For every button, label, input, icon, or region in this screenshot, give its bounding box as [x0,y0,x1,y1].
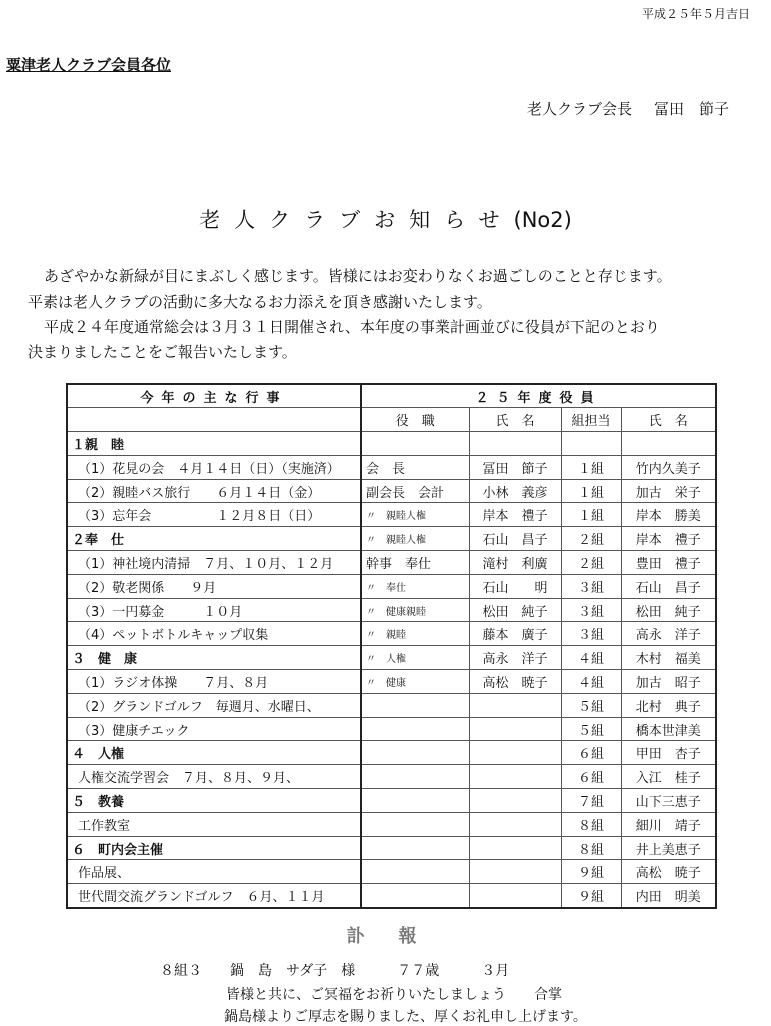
intro-line-1: あざやかな新緑が目にまぶしく感じます。皆様にはお変わりなくお過ごしのことと存じます。 [44,267,672,285]
group-subheader: 組担当 [561,408,621,432]
officer-name-cell [469,812,561,836]
group-cell: ８組 [561,812,621,836]
table-row [67,551,716,575]
officer-role-cell [361,812,469,836]
officer-name-cell: 石山 明 [469,574,561,598]
document-date: 平成２５年５月吉日 [642,7,751,21]
intro-line-3: 平成２４年度通常総会は３月３１日開催され、本年度の事業計画並びに役員が下記のとおり [44,318,660,336]
group-leader-cell: 石山 昌子 [621,574,716,598]
officer-role-cell [361,789,469,813]
officer-name-cell: 石山 昌子 [469,527,561,551]
group-leader-cell: 山下三恵子 [621,789,716,813]
event-cell: （4）ペットボトルキャップ収集 [67,622,361,646]
officer-role-cell: 〃 奉仕 [361,574,469,598]
officer-name-cell: 冨田 節子 [469,455,561,479]
group-cell: ６組 [561,741,621,765]
table-header-row [67,384,716,408]
group-leader-cell: 加古 栄子 [621,479,716,503]
obituary-title: 訃 報 [346,926,425,947]
officer-role-cell [361,717,469,741]
table-row [67,860,716,884]
officer-role-cell [361,884,469,908]
title-suffix: (No2) [513,208,572,232]
obituary-line-3: 鍋島様よりご厚志を賜りました、厚くお礼申し上げます。 [224,1009,587,1025]
table-row [67,527,716,551]
group-leader-cell: 竹内久美子 [621,455,716,479]
group-leader-cell: 井上美恵子 [621,836,716,860]
group-cell: ９組 [561,860,621,884]
table-subheader-row [67,408,716,432]
group-cell: ９組 [561,884,621,908]
event-cell: ４ 人権 [67,741,361,765]
event-cell: １親 睦 [67,432,361,456]
title-main: 老人クラブお知らせ [199,208,514,232]
events-subheader-blank [67,408,361,432]
group-leader-cell: 木村 福美 [621,646,716,670]
officer-name-subheader: 氏 名 [469,408,561,432]
page-title [0,204,771,234]
addressee: 粟津老人クラブ会員各位 [6,56,172,74]
table-row [67,717,716,741]
event-cell: （2）敬老関係 ９月 [67,574,361,598]
officer-name-cell: 高永 洋子 [469,646,561,670]
table-row [67,646,716,670]
group-leader-cell: 豊田 禮子 [621,551,716,575]
officer-role-cell: 〃 親睦人権 [361,527,469,551]
event-cell: 世代間交流グランドゴルフ ６月、１１月 [67,884,361,908]
table-row [67,741,716,765]
event-cell: ３ 健 康 [67,646,361,670]
group-leader-cell: 加古 昭子 [621,670,716,694]
group-cell: ６組 [561,765,621,789]
event-cell: （1）神社境内清掃 ７月、１０月、１２月 [67,551,361,575]
group-cell: ２組 [561,551,621,575]
group-leader-cell: 橋本世津美 [621,717,716,741]
officer-role-cell [361,741,469,765]
sender-title: 老人クラブ会長 [527,100,633,118]
group-leader-cell: 入江 桂子 [621,765,716,789]
events-officers-table [66,383,717,909]
officer-name-cell: 松田 純子 [469,598,561,622]
event-cell: ５ 教養 [67,789,361,813]
officer-name-cell [469,789,561,813]
group-cell: ５組 [561,693,621,717]
officer-role-cell: 会 長 [361,455,469,479]
group-leader-cell: 細川 靖子 [621,812,716,836]
event-cell: （2）親睦バス旅行 ６月１４日（金） [67,479,361,503]
table-row [67,598,716,622]
officer-role-cell [361,693,469,717]
group-cell [561,432,621,456]
officer-role-cell: 〃 健康 [361,670,469,694]
events-header: 今年の主な行事 [67,384,361,408]
intro-line-2: 平素は老人クラブの活動に多大なるお力添えを頂き感謝いたします。 [28,293,492,311]
sender-name: 冨田 節子 [654,100,730,118]
event-cell: 人権交流学習会 ７月、８月、９月、 [67,765,361,789]
officer-name-cell [469,836,561,860]
obituary-line-1: ８組３ 鍋 島 サダ子 様 ７７歳 ３月 [160,963,510,979]
table-row [67,765,716,789]
group-leader-cell: 北村 典子 [621,693,716,717]
officer-name-cell: 小林 義彦 [469,479,561,503]
event-cell: （2）グランドゴルフ 毎週月、水曜日、 [67,693,361,717]
officer-name-cell [469,693,561,717]
event-cell: 工作教室 [67,812,361,836]
event-cell: 作品展、 [67,860,361,884]
group-cell: １組 [561,503,621,527]
event-cell: （3）忘年会 １２月８日（日） [67,503,361,527]
table-row [67,479,716,503]
officer-role-cell [361,860,469,884]
group-cell: ８組 [561,836,621,860]
group-leader-cell: 岸本 禮子 [621,527,716,551]
table-row [67,812,716,836]
officer-role-cell: 〃 親睦人権 [361,503,469,527]
officer-role-cell: 〃 人権 [361,646,469,670]
table-row [67,432,716,456]
group-leader-cell: 高永 洋子 [621,622,716,646]
group-leader-cell: 松田 純子 [621,598,716,622]
table-row [67,693,716,717]
officer-role-cell: 幹事 奉仕 [361,551,469,575]
event-cell: （1）花見の会 ４月１４日（日）（実施済） [67,455,361,479]
table-row [67,574,716,598]
group-cell: ４組 [561,670,621,694]
officer-name-cell: 滝村 利廣 [469,551,561,575]
group-cell: ３組 [561,622,621,646]
table-row [67,622,716,646]
group-cell: ７組 [561,789,621,813]
table-row [67,789,716,813]
officer-name-cell [469,765,561,789]
officer-name-cell: 藤本 廣子 [469,622,561,646]
officer-name-cell [469,741,561,765]
event-cell: （3）健康チエック [67,717,361,741]
group-cell: ３組 [561,574,621,598]
officer-role-cell: 〃 親睦 [361,622,469,646]
table-row [67,455,716,479]
group-leader-cell: 高松 暁子 [621,860,716,884]
table-row [67,884,716,908]
role-subheader: 役 職 [361,408,469,432]
officer-name-cell [469,432,561,456]
group-cell: ４組 [561,646,621,670]
group-leader-cell: 甲田 杏子 [621,741,716,765]
leader-name-subheader: 氏 名 [621,408,716,432]
event-cell: ６ 町内会主催 [67,836,361,860]
officer-role-cell [361,765,469,789]
group-leader-cell [621,432,716,456]
obituary-line-2: 皆様と共に、ご冥福をお祈りいたしましょう 合掌 [226,987,562,1003]
group-cell: １組 [561,455,621,479]
officers-header: ２５年度役員 [361,384,716,408]
intro-line-4: 決まりましたことをご報告いたします。 [28,343,297,361]
event-cell: （3）一円募金 １０月 [67,598,361,622]
sender [527,98,729,119]
officer-role-cell [361,836,469,860]
group-leader-cell: 岸本 勝美 [621,503,716,527]
table-row [67,670,716,694]
event-cell: ２奉 仕 [67,527,361,551]
event-cell: （1）ラジオ体操 ７月、８月 [67,670,361,694]
group-cell: ２組 [561,527,621,551]
officer-name-cell [469,860,561,884]
officer-name-cell [469,884,561,908]
officer-role-cell: 副会長 会計 [361,479,469,503]
group-cell: ５組 [561,717,621,741]
table-row [67,836,716,860]
officer-name-cell: 高松 暁子 [469,670,561,694]
group-leader-cell: 内田 明美 [621,884,716,908]
officer-role-cell [361,432,469,456]
officer-name-cell: 岸本 禮子 [469,503,561,527]
table-row [67,503,716,527]
group-cell: １組 [561,479,621,503]
officer-role-cell: 〃 健康親睦 [361,598,469,622]
officer-name-cell [469,717,561,741]
group-cell: ３組 [561,598,621,622]
